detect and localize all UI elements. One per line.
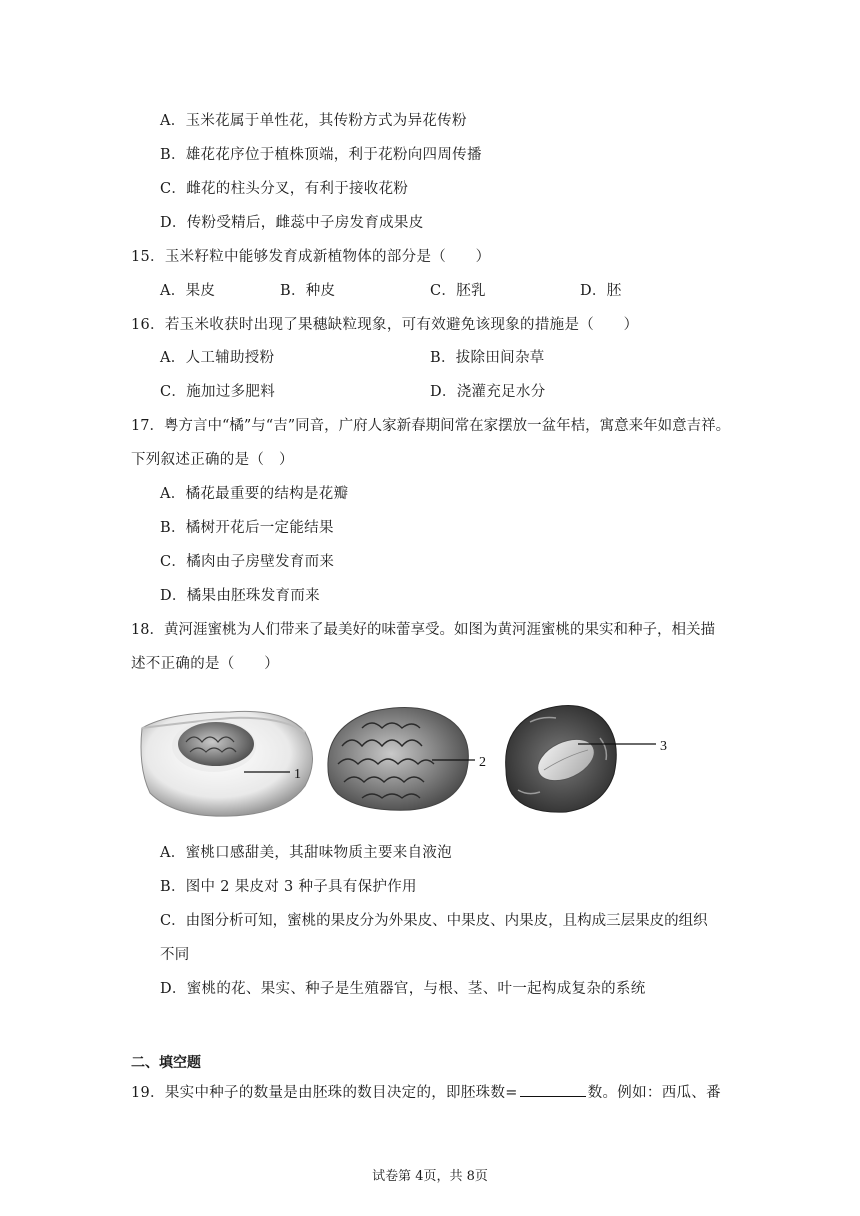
q17-stem-line2: 下列叙述正确的是（ ）: [131, 452, 294, 468]
q16-option-c: C．施加过多肥料: [160, 384, 275, 400]
q15-stem: 15．玉米籽粒中能够发育成新植物体的部分是（ ）: [131, 249, 491, 265]
q17-option-b: B．橘树开花后一定能结果: [160, 520, 334, 536]
peach-figure: [130, 698, 710, 823]
q18-option-c-line1: C．由图分析可知，蜜桃的果皮分为外果皮、中果皮、内果皮，且构成三层果皮的组织: [160, 913, 708, 929]
q16-options-row1: [0, 348, 860, 368]
q17-option-c: C．橘肉由子房壁发育而来: [160, 554, 335, 570]
q18-option-d: D．蜜桃的花、果实、种子是生殖器官，与根、茎、叶一起构成复杂的系统: [160, 981, 646, 997]
q16-option-a: A．人工辅助授粉: [160, 350, 275, 366]
q16-options-row2: [0, 382, 860, 402]
figure-label-3: 3: [660, 739, 667, 754]
q15-option-b: B．种皮: [280, 283, 336, 299]
opened-pit-seed-image: [506, 706, 667, 813]
q15-option-a: A．果皮: [160, 283, 216, 299]
q19-answer-blank[interactable]: [520, 1082, 586, 1097]
q18-option-c-line2: 不同: [160, 947, 190, 963]
q14-option-b: B．雄花花序位于植株顶端，利于花粉向四周传播: [160, 147, 482, 163]
section-title-fill-in: 二、填空题: [131, 1055, 201, 1071]
q17-stem-line1: 17．粤方言中“橘”与“吉”同音，广府人家新春期间常在家摆放一盆年桔，寓意来年如意吉祥。: [131, 418, 731, 434]
q18-option-a: A．蜜桃口感甜美，其甜味物质主要来自液泡: [160, 845, 452, 861]
q14-option-d: D．传粉受精后，雌蕊中子房发育成果皮: [160, 215, 424, 231]
q19-stem-after-blank: 数。例如：西瓜、番: [587, 1085, 721, 1101]
q16-option-b: B．拔除田间杂草: [430, 350, 545, 366]
page-footer: 试卷第 4页，共 8页: [372, 1169, 488, 1184]
q14-option-c: C．雌花的柱头分叉，有利于接收花粉: [160, 181, 409, 197]
q15-option-d: D．胚: [580, 283, 622, 299]
figure-label-1: 1: [294, 767, 301, 782]
q18-option-b: B．图中 2 果皮对 3 种子具有保护作用: [160, 879, 417, 895]
q15-option-c: C．胚乳: [430, 283, 486, 299]
halved-peach-image: [141, 711, 313, 816]
q18-stem-line2: 述不正确的是（ ）: [131, 656, 279, 672]
q16-option-d: D．浇灌充足水分: [430, 384, 546, 400]
q15-options: [0, 281, 860, 301]
q14-option-a: A．玉米花属于单性花，其传粉方式为异花传粉: [160, 113, 467, 129]
peach-pit-image: [328, 708, 486, 811]
figure-label-2: 2: [479, 755, 486, 770]
q17-option-d: D．橘果由胚珠发育而来: [160, 588, 320, 604]
q19-stem: [131, 1082, 721, 1103]
q18-stem-line1: 18．黄河涯蜜桃为人们带来了最美好的味蕾享受。如图为黄河涯蜜桃的果实和种子，相关描: [131, 622, 715, 638]
q19-stem-before-blank: 19．果实中种子的数量是由胚珠的数目决定的，即胚珠数=: [131, 1085, 518, 1101]
q16-stem: 16．若玉米收获时出现了果穗缺粒现象，可有效避免该现象的措施是（ ）: [131, 317, 639, 333]
q17-option-a: A．橘花最重要的结构是花瓣: [160, 486, 349, 502]
